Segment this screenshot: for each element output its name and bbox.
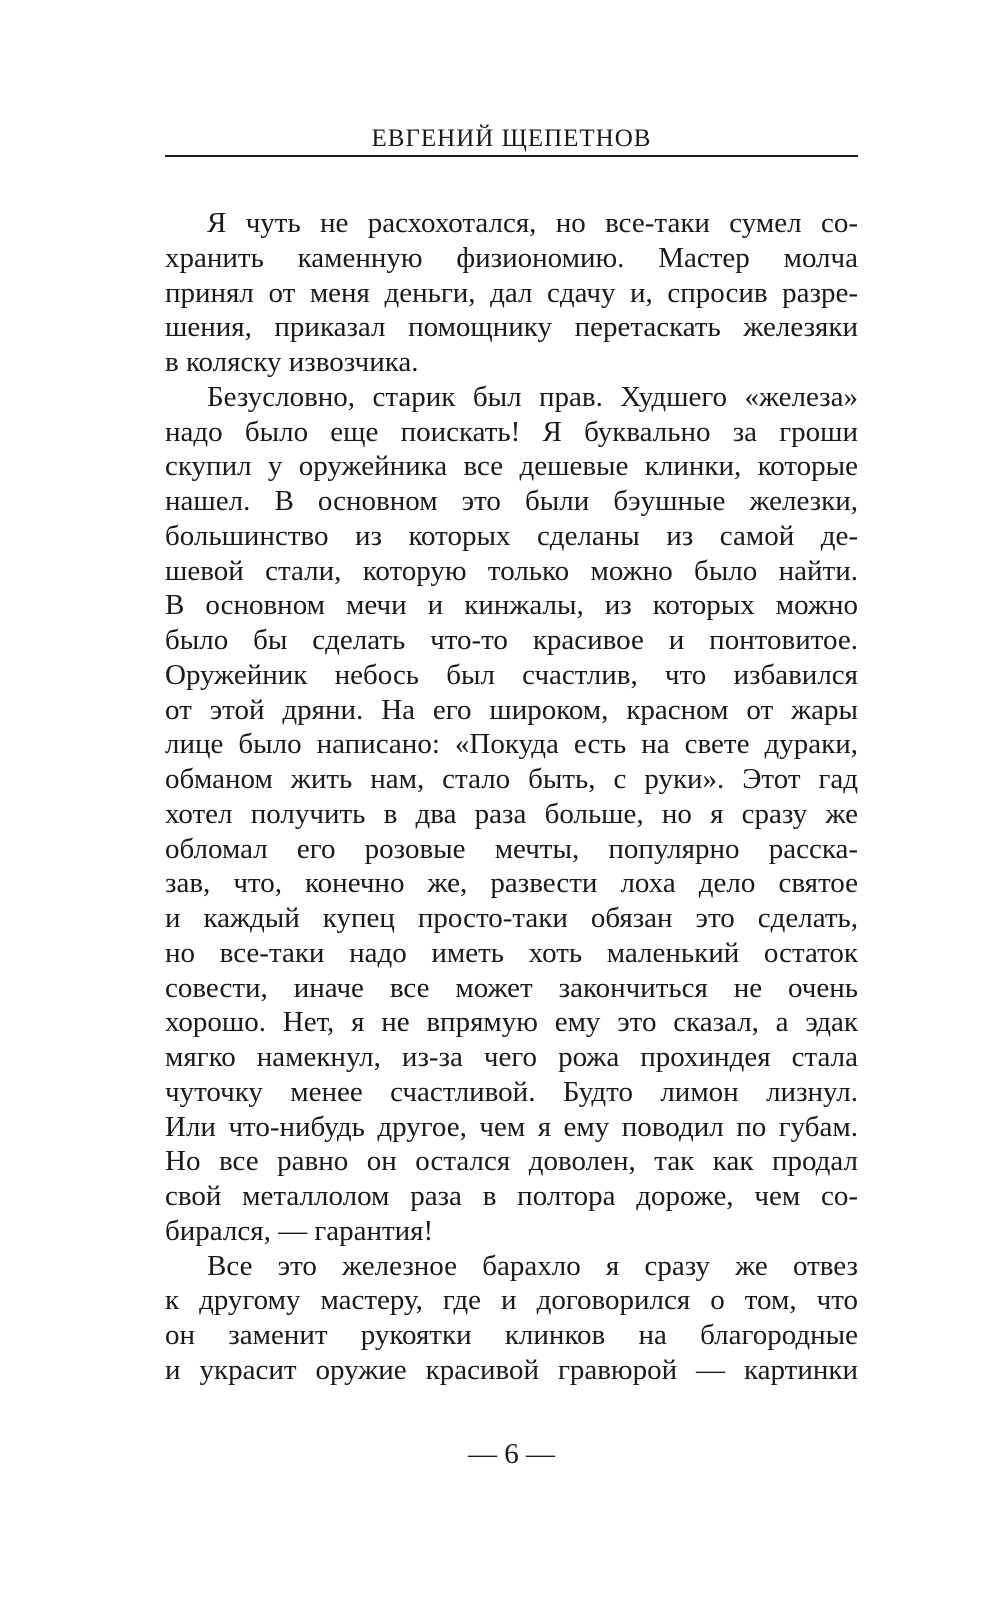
text-line: скупил у оружейника все дешевые клинки, которые — [165, 450, 858, 483]
text-line: надо было еще поискать! Я буквально за гроши — [165, 415, 858, 448]
text-line: и каждый купец просто-таки обязан это сделать, — [165, 902, 858, 934]
body-text — [165, 206, 858, 1388]
text-line: большинство из которых сделаны из самой де- — [165, 519, 858, 552]
text-line: Оружейник небось был счастлив, что избавился — [165, 658, 858, 691]
text-line: Все это железное барахло я сразу же отвез — [207, 1249, 858, 1282]
header-rule — [165, 155, 858, 157]
text-line: чуточку менее счастливой. Будто лимон лизнул. — [165, 1075, 858, 1108]
text-line: хранить каменную физиономию. Мастер молча — [165, 241, 858, 274]
text-line: свой металлолом раза в полтора дороже, чем со- — [165, 1180, 858, 1212]
text-line: зав, что, конечно же, развести лоха дело святое — [165, 867, 858, 900]
text-line: хотел получить в два раза больше, но я сразу же — [165, 797, 858, 830]
text-line: Или что-нибудь другое, чем я ему поводил по губам. — [165, 1110, 858, 1143]
text-line: Но все равно он остался доволен, так как продал — [165, 1145, 858, 1178]
text-line: совести, иначе все может закончиться не очень — [165, 971, 858, 1004]
text-line: нашел. В основном это были бэушные железки, — [165, 485, 858, 517]
text-line: было бы сделать что-то красивое и понтовитое. — [165, 624, 858, 656]
text-line: к другому мастеру, где и договорился о том, что — [165, 1284, 858, 1317]
text-line: обломал его розовые мечты, популярно расска- — [165, 832, 858, 865]
text-line: бирался, — гарантия! — [165, 1214, 434, 1247]
text-line: Я чуть не расхохотался, но все-таки сумел со- — [207, 207, 858, 239]
text-line: мягко намекнул, из-за чего рожа прохиндея стала — [165, 1041, 858, 1073]
text-line: обманом жить нам, стало быть, с руки». Этот гад — [165, 763, 858, 795]
text-line: в коляску извозчика. — [165, 346, 419, 378]
text-line: Безусловно, старик был прав. Худшего «железа» — [207, 380, 858, 413]
text-line: он заменит рукоятки клинков на благородные — [165, 1319, 858, 1351]
text-line: шения, приказал помощнику перетаскать железяки — [165, 311, 858, 344]
text-line: и украсит оружие красивой гравюрой — картинки — [165, 1353, 858, 1386]
text-line: шевой стали, которую только можно было найти. — [165, 554, 858, 587]
text-line: В основном мечи и кинжалы, из которых можно — [165, 589, 858, 622]
running-head-author: ЕВГЕНИЙ ЩЕПЕТНОВ — [371, 125, 652, 152]
text-line: принял от меня деньги, дал сдачу и, спросив разре- — [165, 276, 858, 309]
text-line: лице было написано: «Покуда есть на свете дураки, — [165, 728, 858, 761]
page-number: — 6 — — [468, 1438, 555, 1470]
text-line: хорошо. Нет, я не впрямую ему это сказал, а эдак — [165, 1006, 858, 1039]
text-line: но все-таки надо иметь хоть маленький остаток — [165, 936, 858, 969]
text-line: от этой дряни. На его широком, красном от жары — [165, 693, 858, 726]
